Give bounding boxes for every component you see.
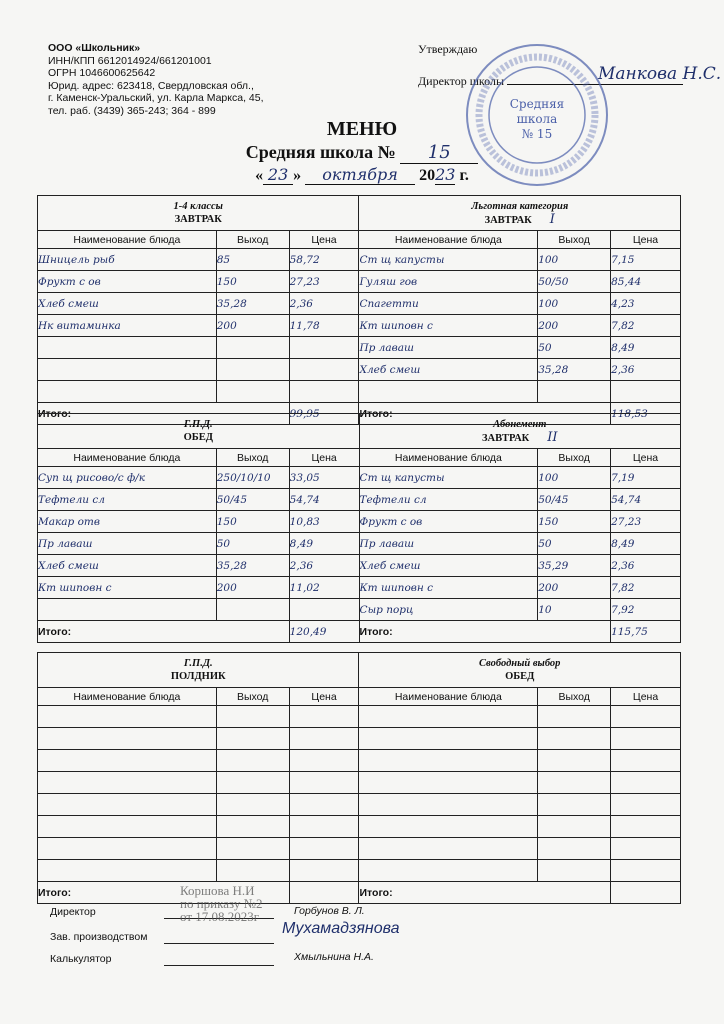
calculator-sign-name: Хмыльнина Н.А.	[294, 951, 374, 963]
table-row: Сыр порц 10 7,92	[38, 599, 681, 621]
date-year: 23	[435, 165, 456, 184]
category-mark: I	[549, 211, 555, 227]
faded-stamp-text: Коршова Н.И по приказу №2 от 17.08.2023г	[180, 883, 263, 924]
section-header-right: Свободный выбор ОБЕД	[359, 653, 681, 688]
menu-title: МЕНЮ	[326, 118, 398, 140]
date-day: 23	[263, 165, 293, 185]
table-row: Хлеб смеш 35,28 2,36	[38, 359, 681, 381]
section-header-left: 1-4 классы ЗАВТРАК	[38, 196, 359, 231]
total-value: 115,75	[611, 621, 681, 643]
org-inn: ИНН/КПП 6612014924/661201001	[48, 54, 212, 67]
section-header-left: Г.П.Д. ПОЛДНИК	[38, 653, 359, 688]
table-row	[38, 794, 681, 816]
signature-line	[164, 943, 274, 944]
calculator-sign-label: Калькулятор	[50, 953, 112, 965]
org-ogrn: ОГРН 1046600625642	[48, 67, 156, 79]
table-row	[38, 860, 681, 882]
date-month: октября	[305, 165, 415, 185]
table-row	[38, 728, 681, 750]
table-row	[38, 750, 681, 772]
column-headers: Наименование блюда Выход Цена Наименование блюда Выход Цена	[38, 688, 681, 706]
total-value: 118,53	[611, 403, 681, 425]
section-header-right: Льготная категория ЗАВТРАК I	[359, 196, 681, 231]
table-row: Кт шиповн с 200 11,02 Кт шиповн с 200 7,82	[38, 577, 681, 599]
totals-row: Итого: Итого:	[38, 882, 681, 904]
table-row	[38, 381, 681, 403]
table-row	[38, 772, 681, 794]
menu-section-lunch	[37, 413, 681, 643]
director-signature-name: Манкова Н.С.	[598, 64, 722, 84]
column-headers: Наименование блюда Выход Цена Наименование блюда Выход Цена	[38, 231, 681, 249]
production-sign-name: Мухамадзянова	[282, 920, 400, 937]
column-headers: Наименование блюда Выход Цена Наименование блюда Выход Цена	[38, 449, 681, 467]
signature-line	[164, 965, 274, 966]
totals-row: Итого: 99,95 Итого: 118,53	[38, 403, 681, 425]
total-value: 99,95	[289, 403, 359, 425]
svg-text:Средняя: Средняя	[509, 97, 565, 111]
table-row: Фрукт с ов 150 27,23 Гуляш гов 50/50 85,44	[38, 271, 681, 293]
menu-section-breakfast	[37, 195, 681, 425]
director-sign-label: Директор	[50, 906, 96, 918]
school-title: Средняя школа № 15	[0, 142, 724, 164]
production-sign-label: Зав. производством	[50, 931, 148, 943]
section-header-right: Абонемент ЗАВТРАК II	[359, 414, 680, 449]
table-row: Хлеб смеш 35,28 2,36 Хлеб смеш 35,29 2,36	[38, 555, 681, 577]
table-row: Пр лаваш 50 8,49 Пр лаваш 50 8,49	[38, 533, 681, 555]
table-row: Шницель рыб 85 58,72 Ст щ капусты 100 7,15	[38, 249, 681, 271]
school-number: 15	[400, 142, 478, 164]
table-row	[38, 838, 681, 860]
org-name: ООО «Школьник»	[48, 42, 141, 54]
org-phone: тел. раб. (3439) 365-243; 364 - 899	[48, 104, 216, 117]
table-row: Хлеб смеш 35,28 2,36 Спагетти 100 4,23	[38, 293, 681, 315]
table-row: Макар отв 150 10,83 Фрукт с ов 150 27,23	[38, 511, 681, 533]
svg-text:школа: школа	[516, 112, 558, 126]
menu-date: « 23 » октября 2023 г.	[255, 165, 469, 184]
organization-block	[48, 42, 264, 117]
approve-label: Утверждаю	[418, 42, 478, 56]
table-row	[38, 706, 681, 728]
menu-section-snack	[37, 652, 681, 904]
org-address-2: г. Каменск-Уральский, ул. Карла Маркса, 45,	[48, 92, 264, 104]
director-label: Директор школы	[418, 74, 683, 89]
table-row	[38, 816, 681, 838]
org-address-1: Юрид. адрес: 623418, Свердловская обл.,	[48, 79, 254, 92]
table-row: Суп щ рисово/с ф/к 250/10/10 33,05 Ст щ капусты 100 7,19	[38, 467, 681, 489]
table-row: Пр лаваш 50 8,49	[38, 337, 681, 359]
category-mark: II	[547, 429, 558, 445]
svg-text:№ 15: № 15	[521, 127, 553, 141]
total-value: 120,49	[289, 621, 359, 643]
table-row: Нк витаминка 200 11,78 Кт шиповн с 200 7,82	[38, 315, 681, 337]
table-row: Тефтели сл 50/45 54,74 Тефтели сл 50/45 54,74	[38, 489, 681, 511]
section-header-left: Г.П.Д. ОБЕД	[38, 414, 360, 449]
director-sign-name: Горбунов В. Л.	[294, 905, 365, 917]
totals-row: Итого: 120,49 Итого: 115,75	[38, 621, 681, 643]
